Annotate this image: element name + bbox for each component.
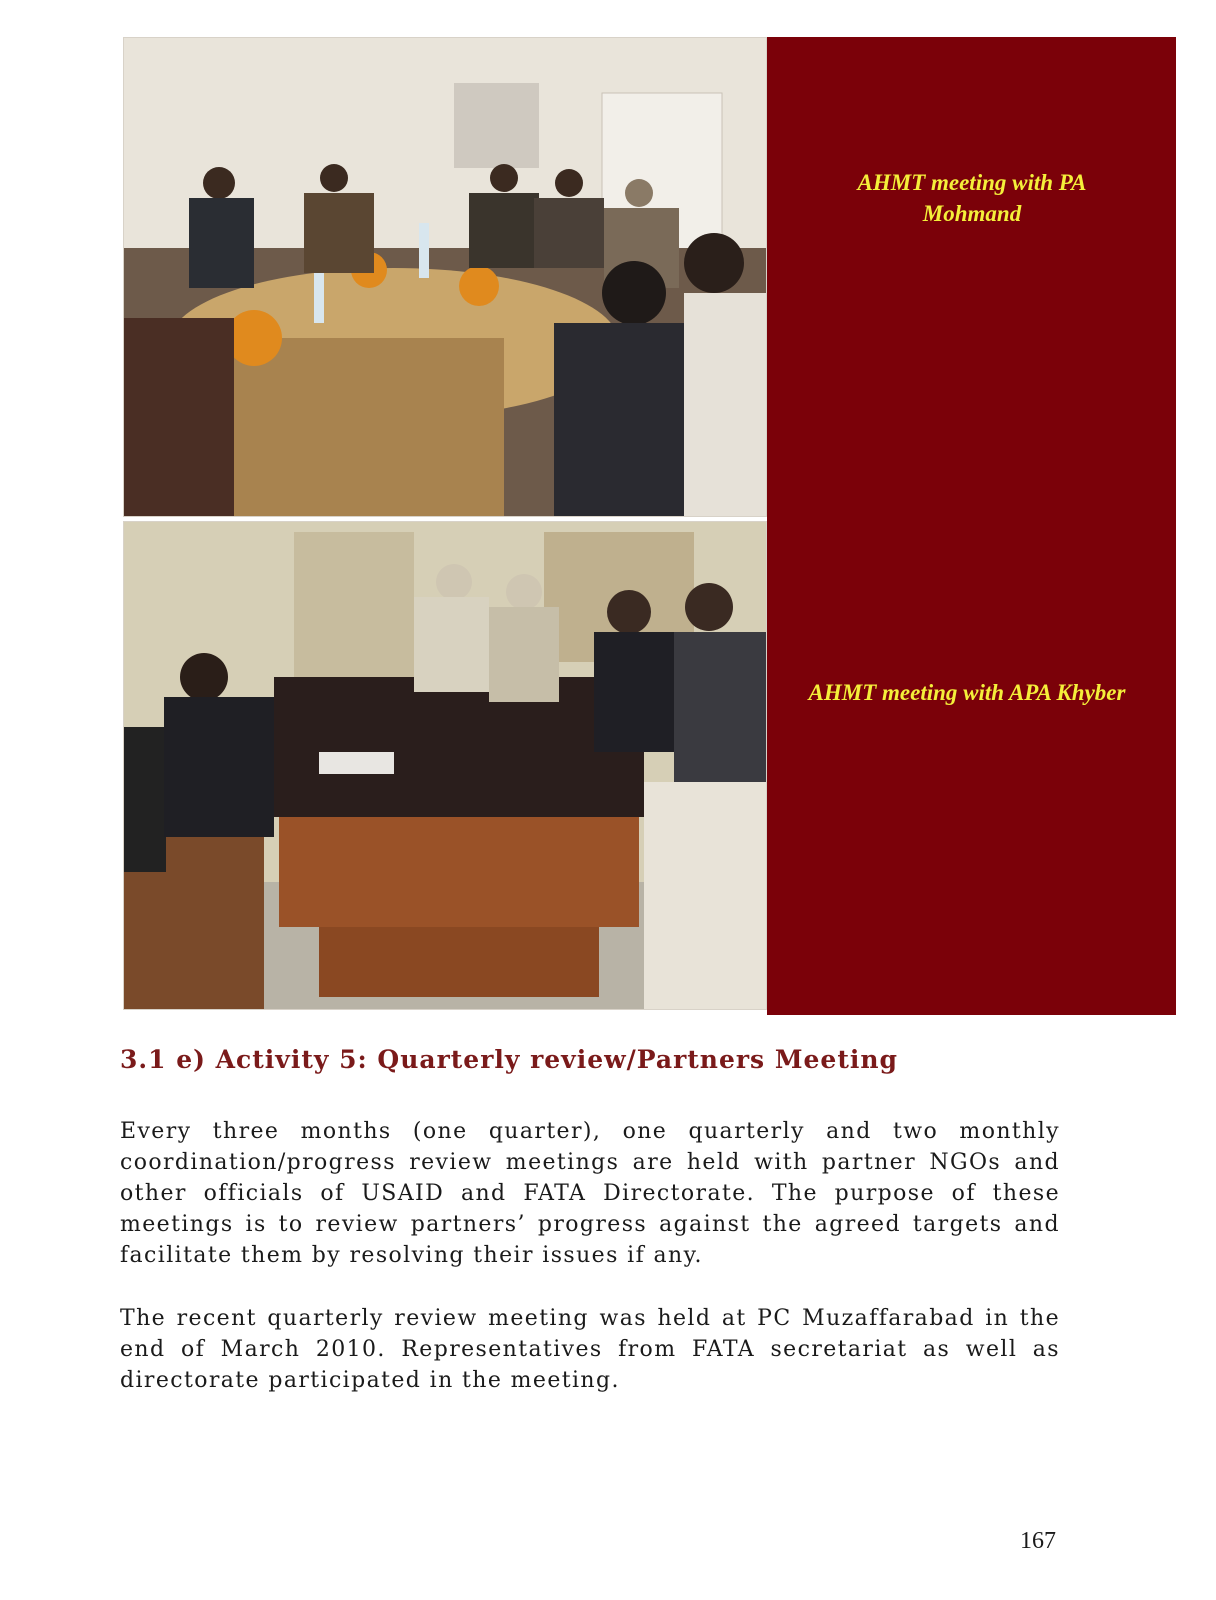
body-paragraph: Every three months (one quarter), one quarterly and two monthly coordination/progress review meetings are held with partner NGOs and other officials of USAID and FATA Directorate. The purpose of these meetings is to review partners’ progress against the agreed targets and facilitate them by resolving their issues if any. (120, 1119, 1060, 1268)
photo-caption-mohmand: AHMT meeting with PA Mohmand (857, 170, 1087, 226)
body-paragraph: The recent quarterly review meeting was held at PC Muzaffarabad in the end of March 2010. Representatives from FATA secretariat as well as directorate participated in the meeting. (120, 1306, 1060, 1393)
meeting-photo-khyber (123, 521, 767, 1010)
meeting-photo-mohmand (123, 37, 767, 517)
photo-caption-khyber: AHMT meeting with APA Khyber (808, 680, 1126, 705)
page-number: 167 (1020, 1528, 1056, 1554)
meeting-photo-mohmand-illustration (124, 38, 767, 517)
caption-sidebar (767, 37, 1176, 1015)
section-heading: 3.1 e) Activity 5: Quarterly review/Partners Meeting (120, 1045, 899, 1074)
meeting-photo-khyber-illustration (124, 522, 767, 1010)
